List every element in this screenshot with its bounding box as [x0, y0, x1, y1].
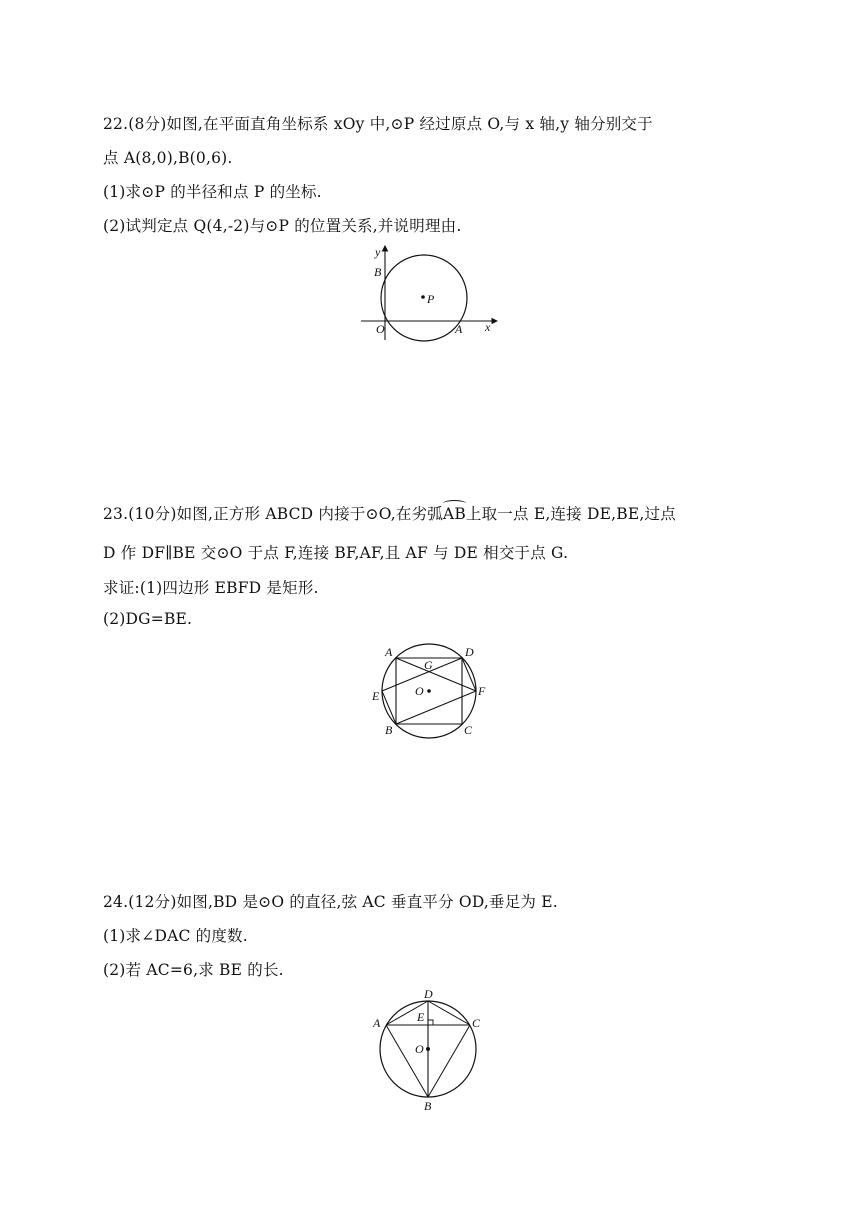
label-o: O [415, 684, 424, 698]
segment-cb [428, 1025, 470, 1097]
label-e: E [417, 1010, 425, 1024]
q24-figure [365, 986, 495, 1116]
q24-part1: (1)求∠DAC 的度数. [103, 927, 248, 945]
q23-line2: D 作 DF∥BE 交⊙O 于点 F,连接 BF,AF,且 AF 与 DE 相交于点 G. [103, 544, 569, 562]
label-o: O [415, 1042, 424, 1056]
segment-cd [428, 1001, 470, 1025]
label-e: E [372, 689, 380, 703]
segment-bf [396, 691, 476, 724]
label-g: G [424, 658, 433, 672]
label-p: P [427, 292, 435, 306]
label-y: y [375, 245, 381, 259]
label-x: x [485, 320, 491, 334]
label-a: A [385, 645, 393, 659]
q23-part1: 求证:(1)四边形 EBFD 是矩形. [103, 579, 319, 597]
label-d: D [465, 645, 474, 659]
label-a: A [373, 1016, 381, 1030]
label-c: C [464, 723, 473, 737]
q22-line2: 点 A(8,0),B(0,6). [103, 149, 233, 167]
q23-line1-b: 上取一点 E,连接 DE,BE,过点 [465, 505, 676, 523]
arc-ab: AB [442, 505, 466, 523]
label-d: D [424, 987, 433, 1001]
q23-figure [365, 642, 495, 742]
q24-line1: 24.(12分)如图,BD 是⊙O 的直径,弦 AC 垂直平分 OD,垂足为 E. [103, 893, 558, 911]
q22-line1: 22.(8分)如图,在平面直角坐标系 xOy 中,⊙P 经过原点 O,与 x 轴,y 轴分别交于 [103, 115, 653, 133]
label-c: C [472, 1016, 481, 1030]
segment-be [382, 691, 396, 724]
point-p [421, 295, 425, 299]
label-b: B [374, 265, 382, 279]
segment-ab [386, 1025, 428, 1097]
q23-line1 [103, 502, 676, 524]
point-o [427, 689, 431, 693]
q22-part2: (2)试判定点 Q(4,-2)与⊙P 的位置关系,并说明理由. [103, 217, 462, 235]
label-f: F [478, 684, 486, 698]
point-o [426, 1047, 430, 1051]
q24-part2: (2)若 AC=6,求 BE 的长. [103, 961, 284, 979]
q23-line1-a: 23.(10分)如图,正方形 ABCD 内接于⊙O,在劣弧 [103, 505, 443, 523]
label-a: A [455, 322, 463, 336]
q22-part1: (1)求⊙P 的半径和点 P 的坐标. [103, 183, 322, 201]
label-b: B [424, 1099, 432, 1113]
q23-part2: (2)DG=BE. [103, 610, 193, 628]
label-o: O [376, 322, 385, 336]
right-angle-mark [428, 1020, 433, 1025]
label-b: B [385, 723, 393, 737]
q22-figure [355, 240, 505, 345]
